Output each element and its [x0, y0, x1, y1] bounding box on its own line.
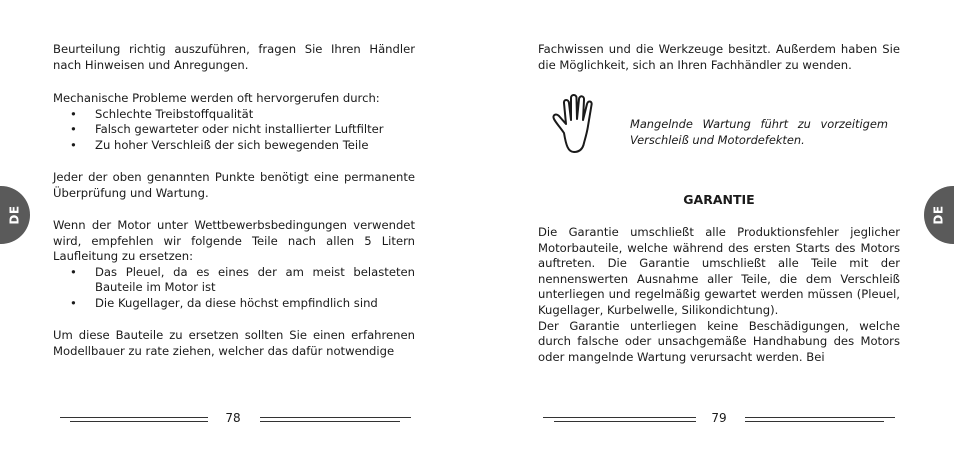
language-tab-right: [924, 186, 954, 244]
list-item: • Die Kugellager, da diese höchst empfindlich sind: [53, 296, 415, 312]
right-paragraph-1: [538, 42, 900, 73]
list-item: • Zu hoher Verschleiß der sich bewegenden Teile: [53, 138, 415, 154]
list-item: • Das Pleuel, da es eines der am meist belasteten Bauteile im Motor ist: [53, 265, 415, 296]
language-tab-left: [0, 186, 30, 244]
list-item: • Falsch gewarteter oder nicht installierter Luftfilter: [53, 122, 415, 138]
left-bullet-list-2: [53, 265, 415, 312]
right-paragraph-3-text: Der Garantie unterliegen keine Beschädigungen, welche durch falsche oder unsachgemäße Handhabung des Motors oder mangelnde Wartung verursacht werden. Bei: [538, 318, 900, 364]
warning-note-text: Mangelnde Wartung führt zu vorzeitigem Verschleiß und Motordefekten.: [630, 117, 888, 147]
right-paragraph-2: [538, 225, 900, 365]
right-paragraph-1-text: Fachwissen und die Werkzeuge besitzt. Außerdem haben Sie die Möglichkeit, sich an Ihren Fachhändler zu wenden.: [538, 42, 900, 72]
right-footer: [477, 410, 954, 426]
left-paragraph-5: [53, 328, 415, 359]
left-paragraph-4-text: Wenn der Motor unter Wettbewerbsbedingungen verwendet wird, empfehlen wir folgende Teile nach allen 5 Litern Laufleitung zu ersetzen:: [53, 218, 415, 264]
left-paragraph-3-text: Jeder der oben genannten Punkte benötigt eine permanente Überprüfung und Wartung.: [53, 170, 415, 200]
left-paragraph-4: [53, 218, 415, 312]
left-paragraph-2: [53, 91, 415, 153]
right-page: [538, 0, 900, 457]
right-paragraph-2-text: Die Garantie umschließt alle Produktionsfehler jeglicher Motorbauteile, welche während des ersten Starts des Motors auftreten. Die Garantie umschließt alle Teile mit der nennenswerten Ausnahme aller Teile, die dem Verschleiß unterliegen und regelmäßig gewartet werden müssen (Pleuel, Kugellager, Kurbelwelle, Silikondichtung).: [538, 225, 900, 317]
left-bullet-list-1: [53, 107, 415, 154]
left-paragraph-1-text: Beurteilung richtig auszuführen, fragen Sie Ihren Händler nach Hinweisen und Anregungen.: [53, 42, 415, 72]
page-number-left: 78: [225, 411, 241, 425]
language-tab-right-label: DE: [931, 205, 946, 225]
left-footer: [0, 410, 477, 426]
list-item: • Schlechte Treibstoffqualität: [53, 107, 415, 123]
left-paragraph-5-text: Um diese Bauteile zu ersetzen sollten Sie einen erfahrenen Modellbauer zu rate ziehen, welcher das dafür notwendige: [53, 328, 415, 358]
language-tab-left-label: DE: [7, 205, 22, 225]
left-paragraph-2-text: Mechanische Probleme werden oft hervorgerufen durch:: [53, 91, 380, 105]
left-paragraph-1: [53, 42, 415, 73]
page-number-right: 79: [711, 411, 727, 425]
left-page: [53, 0, 415, 457]
warning-note: [630, 116, 888, 148]
left-paragraph-3: [53, 170, 415, 201]
section-heading: GARANTIE: [683, 192, 755, 207]
stop-hand-icon: [550, 93, 606, 157]
